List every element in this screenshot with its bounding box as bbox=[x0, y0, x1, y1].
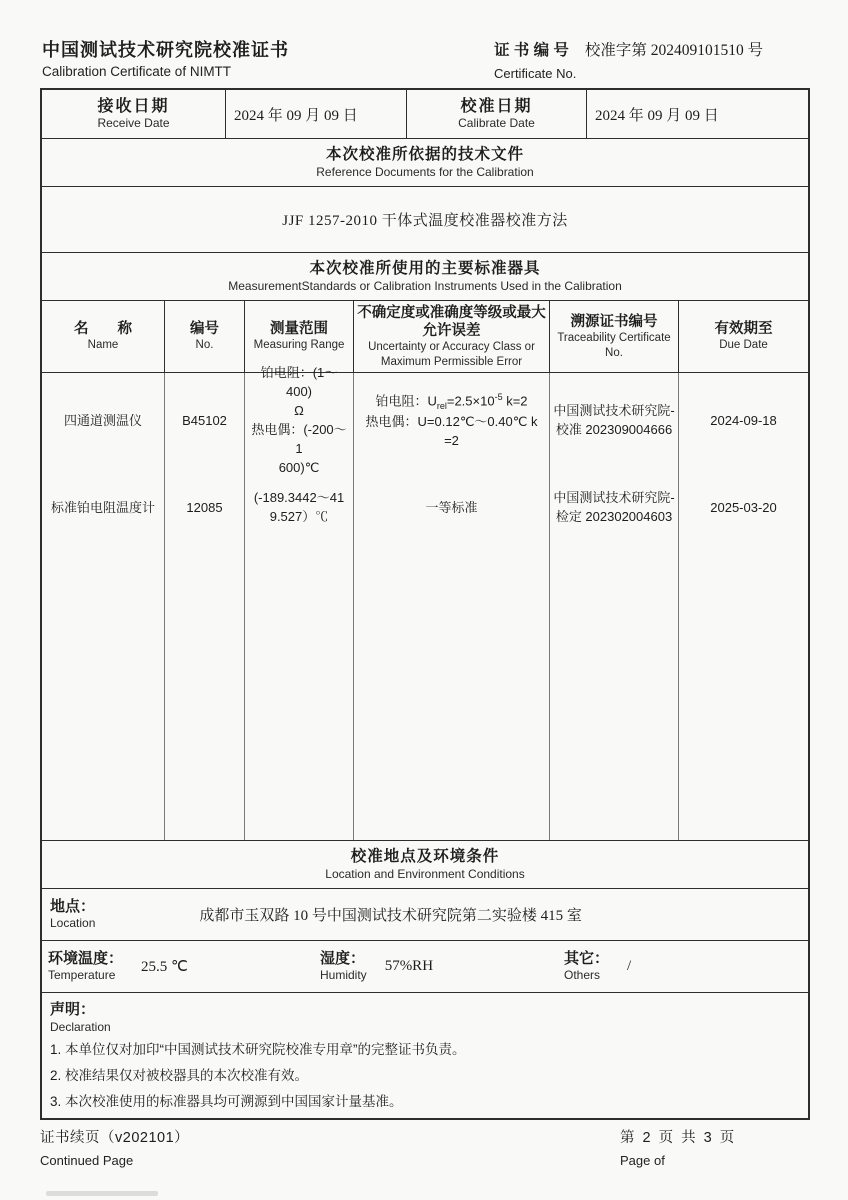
standards-table-body bbox=[42, 365, 808, 841]
instrument-2-no: 12085 bbox=[186, 499, 223, 515]
col-header-no-en: No. bbox=[195, 339, 214, 352]
instrument-1-range-line: 600)℃ bbox=[278, 459, 320, 475]
instrument-2-range-line: 9.527）℃ bbox=[269, 509, 329, 524]
declaration-item-2: 2. 校准结果仅对被校器具的本次校准有效。 bbox=[50, 1068, 309, 1083]
instrument-1-uncertainty-line1 bbox=[375, 391, 527, 413]
instrument-1-no: B45102 bbox=[182, 412, 227, 428]
document-title-zh: 中国测试技术研究院校准证书 bbox=[42, 40, 289, 60]
scan-artifact-smudge bbox=[46, 1191, 158, 1196]
environment-row bbox=[42, 941, 808, 993]
col-header-due-en: Due Date bbox=[719, 339, 768, 352]
col-header-uncertainty-zh: 不确定度或准确度等级或最大允许误差 bbox=[357, 305, 546, 340]
uncertainty-u-subscript: rel bbox=[436, 401, 447, 412]
col-header-no bbox=[165, 301, 245, 372]
others-value: / bbox=[627, 958, 632, 974]
declaration-item-1: 1. 本单位仅对加印“中国测试技术研究院校准专用章”的完整证书负责。 bbox=[50, 1042, 466, 1057]
col-header-uncertainty bbox=[354, 301, 550, 372]
declaration-item-3: 3. 本次校准使用的标准器具均可溯源到中国国家计量基准。 bbox=[50, 1094, 403, 1109]
humidity-label-zh: 湿度： bbox=[320, 949, 366, 967]
footer-continued-page-en: Continued Page bbox=[40, 1153, 134, 1168]
instrument-2-traceability: 中国测试技术研究院-检定 202302004603 bbox=[553, 490, 675, 524]
instrument-1-name: 四通道测温仪 bbox=[63, 412, 142, 428]
col-header-name-zh: 名 称 bbox=[74, 321, 132, 338]
instrument-1-uncertainty-line3: =2 bbox=[444, 432, 459, 448]
standards-header bbox=[42, 253, 808, 301]
temperature-value: 25.5 ℃ bbox=[141, 959, 188, 975]
receive-date-label-en: Receive Date bbox=[97, 116, 170, 131]
others-label bbox=[564, 950, 609, 984]
instrument-1-uncertainty bbox=[354, 373, 549, 469]
instrument-1-range-line: Ω bbox=[294, 403, 304, 419]
instrument-1-range-line: 热电偶：(-200～1 bbox=[251, 422, 347, 456]
location-value: 成都市玉双路 10 号中国测试技术研究院第二实验楼 415 室 bbox=[199, 908, 582, 924]
instrument-2-uncertainty: 一等标准 bbox=[425, 499, 478, 515]
humidity-group bbox=[320, 941, 433, 992]
footer-page-number-en: Page of bbox=[620, 1153, 665, 1168]
receive-date-label bbox=[42, 90, 226, 138]
col-header-name-en: Name bbox=[87, 339, 119, 352]
reference-docs-header-zh: 本次校准所依据的技术文件 bbox=[325, 146, 524, 164]
col-header-traceability-en: Traceability Certificate No. bbox=[557, 332, 671, 359]
uncertainty-exponent: -5 bbox=[494, 392, 503, 403]
certificate-table bbox=[40, 88, 810, 1120]
standards-column-headers bbox=[42, 301, 808, 373]
instrument-1-range-line: 铂电阻：(1～400) bbox=[260, 365, 338, 400]
instrument-1-uncertainty-line2: 热电偶：U=0.12℃～0.40℃ k bbox=[365, 414, 538, 430]
location-section-header-en: Location and Environment Conditions bbox=[325, 866, 525, 881]
calibrate-date-label-en: Calibrate Date bbox=[458, 116, 535, 131]
certificate-number-label-zh: 证 书 编 号 bbox=[494, 42, 569, 59]
certificate-number-label-en: Certificate No. bbox=[494, 66, 577, 81]
temperature-label bbox=[48, 950, 123, 984]
humidity-value: 57%RH bbox=[384, 958, 434, 974]
instrument-2-range bbox=[245, 469, 353, 547]
calibrate-date-label bbox=[407, 90, 587, 138]
standards-header-zh: 本次校准所使用的主要标准器具 bbox=[309, 260, 541, 278]
location-label-en: Location bbox=[50, 916, 96, 931]
instrument-1-due-date: 2024-09-18 bbox=[710, 412, 777, 428]
body-col-uncertainty bbox=[354, 373, 550, 840]
body-col-traceability bbox=[550, 373, 679, 840]
document-title-en: Calibration Certificate of NIMTT bbox=[42, 64, 232, 79]
declaration-label-zh: 声明： bbox=[50, 1001, 96, 1018]
declaration-section bbox=[42, 993, 808, 1118]
temperature-label-zh: 环境温度： bbox=[48, 949, 124, 967]
humidity-label-en: Humidity bbox=[320, 968, 367, 983]
location-section-header bbox=[42, 841, 808, 889]
declaration-label-en: Declaration bbox=[50, 1020, 111, 1034]
calibrate-date-label-zh: 校准日期 bbox=[460, 98, 533, 116]
col-header-traceability bbox=[550, 301, 679, 372]
receive-date-value: 2024 年 09 月 09 日 bbox=[226, 90, 407, 138]
instrument-2-due-date: 2025-03-20 bbox=[710, 499, 777, 515]
footer-continued-page-zh: 证书续页（v202101） bbox=[40, 1130, 190, 1146]
col-header-uncertainty-en: Uncertainty or Accuracy Class or Maximum Permissible Error bbox=[368, 341, 535, 368]
body-col-name bbox=[42, 373, 165, 840]
uncertainty-u-prefix: 铂电阻：U bbox=[375, 393, 437, 409]
col-header-range-zh: 测量范围 bbox=[270, 321, 328, 338]
body-col-range bbox=[245, 365, 354, 840]
others-label-zh: 其它： bbox=[564, 949, 610, 967]
reference-docs-header bbox=[42, 139, 808, 187]
instrument-2-range-line: (-189.3442～41 bbox=[253, 490, 345, 506]
location-row bbox=[42, 889, 808, 941]
location-label bbox=[42, 889, 95, 940]
certificate-number bbox=[494, 38, 763, 60]
body-col-no bbox=[165, 373, 245, 840]
others-group bbox=[564, 941, 631, 992]
instrument-1-range bbox=[245, 365, 353, 475]
location-label-zh: 地点： bbox=[50, 897, 96, 915]
temperature-group bbox=[48, 941, 188, 992]
temperature-label-en: Temperature bbox=[48, 968, 116, 983]
others-label-en: Others bbox=[564, 968, 601, 983]
instrument-2-name: 标准铂电阻温度计 bbox=[50, 499, 155, 515]
footer-page-number-zh: 第 2 页 共 3 页 bbox=[620, 1130, 737, 1146]
reference-docs-header-en: Reference Documents for the Calibration bbox=[316, 164, 534, 179]
uncertainty-k-factor: k=2 bbox=[502, 393, 528, 409]
col-header-range-en: Measuring Range bbox=[253, 339, 345, 352]
instrument-1-traceability: 中国测试技术研究院-校准 202309004666 bbox=[553, 403, 675, 437]
col-header-name bbox=[42, 301, 165, 372]
reference-docs-content: JJF 1257-2010 干体式温度校准器校准方法 bbox=[42, 187, 808, 253]
dates-row bbox=[42, 90, 808, 139]
col-header-range bbox=[245, 301, 354, 372]
col-header-due bbox=[679, 301, 808, 372]
location-section-header-zh: 校准地点及环境条件 bbox=[350, 848, 500, 866]
standards-header-en: MeasurementStandards or Calibration Instruments Used in the Calibration bbox=[228, 278, 622, 293]
humidity-label bbox=[320, 950, 367, 984]
col-header-traceability-zh: 溯源证书编号 bbox=[570, 314, 658, 331]
uncertainty-value: =2.5×10 bbox=[446, 393, 495, 409]
receive-date-label-zh: 接收日期 bbox=[97, 98, 170, 116]
certificate-number-value: 校准字第 202409101510 号 bbox=[584, 42, 764, 59]
calibrate-date-value: 2024 年 09 月 09 日 bbox=[595, 107, 719, 124]
col-header-no-zh: 编号 bbox=[190, 321, 219, 338]
col-header-due-zh: 有效期至 bbox=[714, 321, 773, 338]
body-col-due bbox=[679, 373, 808, 840]
